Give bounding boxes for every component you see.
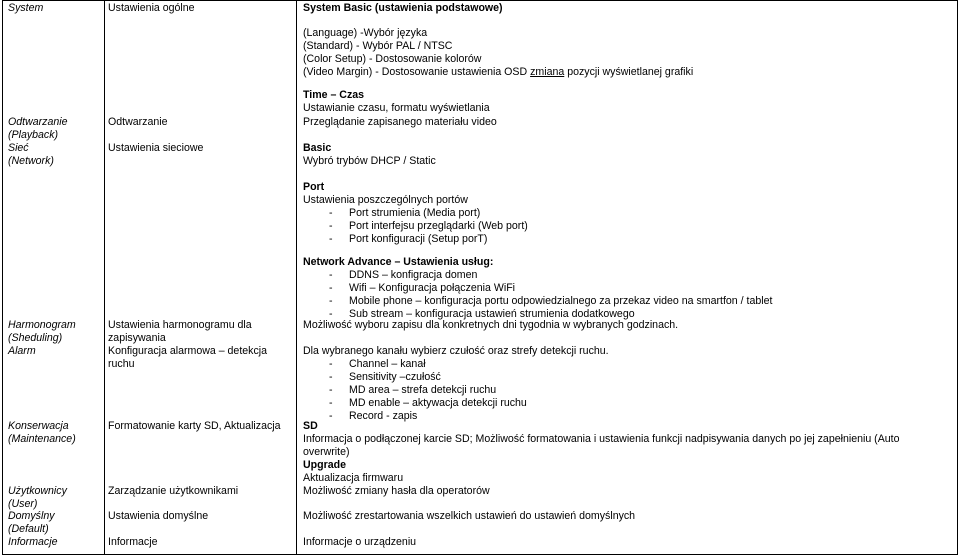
alarm-item: - Record - zapis (329, 409, 418, 422)
row-network-group: Ustawienia sieciowe (108, 142, 204, 154)
upgrade-description: Aktualizacja firmwaru (303, 471, 404, 484)
row-playback-group: Odtwarzanie (108, 116, 168, 128)
row-schedule-group: Ustawienia harmonogramu dla (108, 319, 252, 331)
network-advance-item: - Mobile phone – konfiguracja portu odpowiedzialnego za przekaz video na smartfon / tablet (329, 294, 773, 307)
port-description: Ustawienia poszczególnych portów (303, 194, 468, 206)
system-basic-item: (Color Setup) - Dostosowanie kolorów (303, 52, 482, 65)
row-user-group: Zarządzanie użytkownikami (108, 485, 239, 497)
maintenance-block (303, 420, 900, 485)
alarm-item: - Channel – kanał (329, 357, 426, 370)
time-heading: Time – Czas (303, 89, 365, 101)
network-advance-block (303, 256, 772, 321)
network-advance-item: - Sub stream – konfiguracja ustawień strumienia dodatkowego (329, 307, 635, 320)
row-maintenance-label-en: (Maintenance) (8, 433, 76, 445)
row-schedule-label: Harmonogram (8, 319, 76, 331)
row-maintenance-label: Konserwacja (8, 420, 69, 432)
alarm-description: Dla wybranego kanału wybierz czułość oraz strefy detekcji ruchu. (303, 345, 609, 357)
row-user-label-en: (User) (8, 498, 38, 510)
port-heading: Port (303, 181, 325, 193)
row-info-label: Informacje (8, 536, 58, 548)
row-schedule-label-en: (Sheduling) (8, 332, 63, 344)
system-basic-list (303, 27, 693, 79)
port-item: - Port strumienia (Media port) (329, 206, 481, 219)
system-basic-item: (Language) -Wybór języka (303, 27, 428, 39)
network-advance-item: - Wifi – Konfiguracja połączenia WiFi (329, 281, 516, 294)
network-advance-item: - DDNS – konfigracja domen (329, 268, 478, 281)
system-basic-item: (Standard) - Wybór PAL / NTSC (303, 39, 453, 52)
port-block (303, 194, 528, 246)
basic-heading: Basic (303, 142, 332, 154)
sd-description-cont: overwrite) (303, 445, 350, 458)
upgrade-heading: Upgrade (303, 458, 346, 471)
port-item: - Port interfejsu przeglądarki (Web port) (329, 219, 528, 232)
alarm-item: - MD area – strefa detekcji ruchu (329, 383, 497, 396)
network-advance-heading: Network Advance – Ustawienia usług: (303, 256, 494, 268)
column-divider (104, 0, 105, 555)
row-playback-label: Odtwarzanie (8, 116, 68, 128)
row-system-label: System (8, 2, 44, 14)
port-item: - Port konfiguracji (Setup porT) (329, 232, 488, 245)
row-alarm-group: Konfiguracja alarmowa – detekcja (108, 345, 267, 357)
basic-description: Wybró trybów DHCP / Static (303, 155, 436, 167)
schedule-description: Możliwość wyboru zapisu dla konkretnych dni tygodnia w wybranych godzinach. (303, 319, 679, 331)
column-divider (296, 0, 297, 555)
playback-description: Przeglądanie zapisanego materiału video (303, 116, 497, 128)
row-default-group: Ustawienia domyślne (108, 510, 209, 522)
system-basic-item-osd: (Video Margin) - Dostosowanie ustawienia OSD zmiana pozycji wyświetlanej grafiki (303, 65, 694, 78)
system-basic-heading: System Basic (ustawienia podstawowe) (303, 2, 503, 14)
info-description: Informacje o urządzeniu (303, 536, 417, 548)
user-description: Możliwość zmiany hasła dla operatorów (303, 485, 490, 497)
sd-description: Informacja o podłączonej karcie SD; Możliwość formatowania i ustawienia funkcji nadpisywania danych po jej zapełnieniu (Auto (303, 432, 900, 445)
row-playback-label-en: (Playback) (8, 129, 59, 141)
row-network-label-en: (Network) (8, 155, 54, 167)
alarm-item: - Sensitivity –czułość (329, 370, 441, 383)
row-network-label: Sieć (8, 142, 29, 154)
row-system-group: Ustawienia ogólne (108, 2, 195, 14)
row-info-group: Informacje (108, 536, 158, 548)
row-schedule-group-cont: zapisywania (108, 332, 166, 344)
row-maintenance-group: Formatowanie karty SD, Aktualizacja (108, 420, 281, 432)
row-default-label-en: (Default) (8, 523, 49, 535)
row-default-label: Domyślny (8, 510, 55, 522)
sd-heading: SD (303, 420, 318, 432)
row-user-label: Użytkownicy (8, 485, 67, 497)
alarm-item: - MD enable – aktywacja detekcji ruchu (329, 396, 527, 409)
default-description: Możliwość zrestartowania wszelkich ustawień do ustawień domyślnych (303, 510, 636, 522)
row-alarm-group-cont: ruchu (108, 358, 135, 370)
row-alarm-label: Alarm (8, 345, 36, 357)
time-description: Ustawianie czasu, formatu wyświetlania (303, 102, 490, 114)
alarm-block (303, 345, 609, 422)
